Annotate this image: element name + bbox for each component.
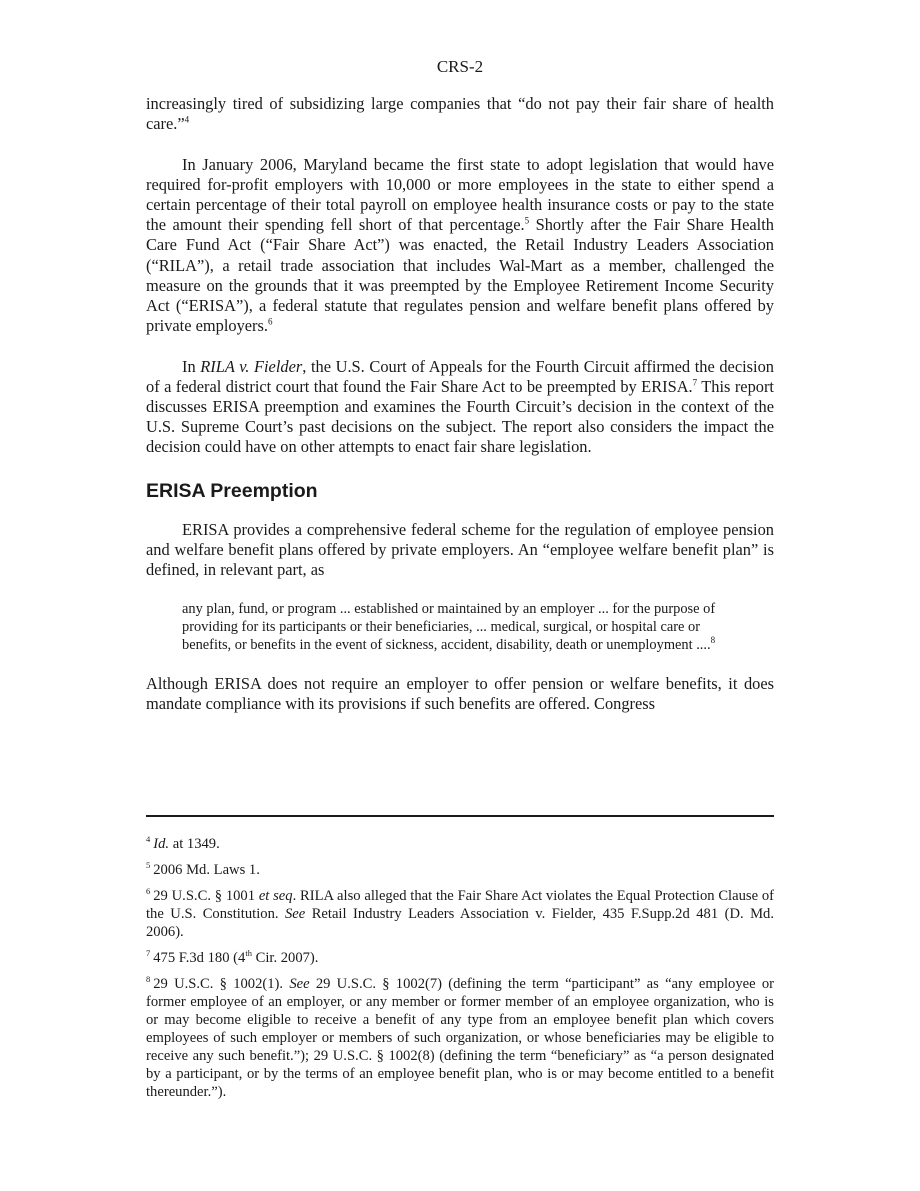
case-name: RILA v. Fielder bbox=[200, 356, 303, 376]
paragraph-2 bbox=[146, 155, 774, 337]
footnote-text: 29 U.S.C. § 1002(1). bbox=[153, 976, 290, 992]
block-quote bbox=[182, 600, 738, 654]
footnote-7 bbox=[146, 949, 774, 967]
paragraph-2-text-a: In January 2006, Maryland became the first state to adopt legislation that would have required for-profit employers with 10,000 or more employees in the state to either spend a certain percentage of their total payroll on employee health insurance costs or pay to the state the amount their spending fell short of that percentage. bbox=[146, 154, 774, 235]
footnote-number: 8 bbox=[146, 974, 151, 985]
body-text bbox=[146, 94, 774, 715]
footnote-6 bbox=[146, 887, 774, 941]
footnote-number: 5 bbox=[146, 860, 151, 871]
section-heading: ERISA Preemption bbox=[146, 479, 318, 502]
paragraph-5-text: Although ERISA does not require an employer to offer pension or welfare benefits, it does mandate compliance with its provisions if such benefits are offered. Congress bbox=[146, 674, 774, 714]
footnote-text: 2006 Md. Laws 1. bbox=[153, 862, 260, 878]
paragraph-3-text-a: , the U.S. Court of Appeals for the Fourth Circuit affirmed the decision of a federal district court that found the Fair Share Act to be preempted by ERISA. bbox=[146, 356, 774, 396]
block-quote-text: any plan, fund, or program ... established or maintained by an employer ... for the purpose of providing for its participants or their beneficiaries, ... medical, surgical, or hospital care or benefits, or benefits in the event of sickness, accident, disability, death or unemployment .... bbox=[182, 601, 716, 654]
footnote-5 bbox=[146, 861, 774, 879]
footnote-divider bbox=[146, 815, 774, 817]
page-label: CRS-2 bbox=[436, 57, 484, 76]
footnote-text: Retail Industry Leaders Association v. Fielder, 435 F.Supp.2d 481 (D. Md. 2006). bbox=[146, 906, 775, 940]
footnote-italic: et seq bbox=[258, 888, 293, 904]
footnote-text: 29 U.S.C. § 1001 bbox=[153, 888, 259, 904]
footnote-text: at 1349. bbox=[169, 836, 220, 852]
paragraph-3 bbox=[146, 357, 774, 458]
paragraph-2-text-b: Shortly after the Fair Share Health Care Fund Act (“Fair Share Act”) was enacted, the Retail Industry Leaders Association (“RILA”), a retail trade association that includes Wal-Mart as a member, challenged the measure on the grounds that it was preempted by the Employee Retirement Income Security Act (“ERISA”), a federal statute that regulates pension and welfare benefit plans offered by private employers. bbox=[146, 215, 774, 336]
footnote-4 bbox=[146, 835, 774, 853]
footnote-text: 475 F.3d 180 (4 bbox=[153, 950, 246, 966]
paragraph-4-text: ERISA provides a comprehensive federal scheme for the regulation of employee pension and welfare benefit plans offered by private employers. An “employee welfare benefit plan” is defined, in relevant part, as bbox=[146, 519, 774, 580]
footnote-ref-7[interactable]: 7 bbox=[692, 377, 698, 388]
footnote-number: 4 bbox=[146, 834, 151, 845]
footnote-text: 29 U.S.C. § 1002(7) (defining the term “participant” as “any employee or former employee of an employer, or any member or former member of an employee organization, who is or may become eligible to receive a benefit of any type from an employee benefit plan which covers employees of such employer or members of such organization, or whose beneficiaries may be eligible to receive any such benefit.”); 29 U.S.C. § 1002(8) (defining the term “beneficiary” as “a person designated by a participant, or by the terms of an employee benefit plan, who is or may become entitled to a benefit thereunder.”). bbox=[146, 976, 775, 1100]
paragraph-3-lead: In bbox=[182, 356, 201, 376]
footnote-number: 6 bbox=[146, 886, 151, 897]
page-header bbox=[146, 57, 774, 77]
footnote-italic: Id. bbox=[153, 836, 170, 852]
ordinal-suffix: th bbox=[245, 948, 252, 959]
paragraph-1-text: increasingly tired of subsidizing large companies that “do not pay their fair share of health care.” bbox=[146, 94, 774, 134]
footnote-ref-5[interactable]: 5 bbox=[524, 215, 530, 226]
footnote-italic: See bbox=[289, 976, 310, 992]
paragraph-4 bbox=[146, 520, 774, 581]
footnote-8 bbox=[146, 975, 774, 1101]
footnote-text: . RILA also alleged that the Fair Share Act violates the Equal Protection Clause of the U.S. Constitution. bbox=[146, 888, 774, 922]
footnote-ref-6[interactable]: 6 bbox=[267, 316, 273, 327]
footnote-italic: See bbox=[284, 906, 306, 922]
footnotes bbox=[146, 835, 774, 1109]
footnote-ref-4[interactable]: 4 bbox=[184, 114, 190, 125]
footnote-ref-8[interactable]: 8 bbox=[710, 635, 716, 646]
paragraph-3-text-b: This report discusses ERISA preemption and examines the Fourth Circuit’s decision in the context of the U.S. Supreme Court’s past decisions on the subject. The report also considers the impact the decision could have on other attempts to enact fair share legislation. bbox=[146, 376, 774, 457]
footnote-text: Cir. 2007). bbox=[251, 950, 319, 966]
paragraph-1 bbox=[146, 94, 774, 134]
footnote-number: 7 bbox=[146, 948, 151, 959]
paragraph-5 bbox=[146, 674, 774, 714]
